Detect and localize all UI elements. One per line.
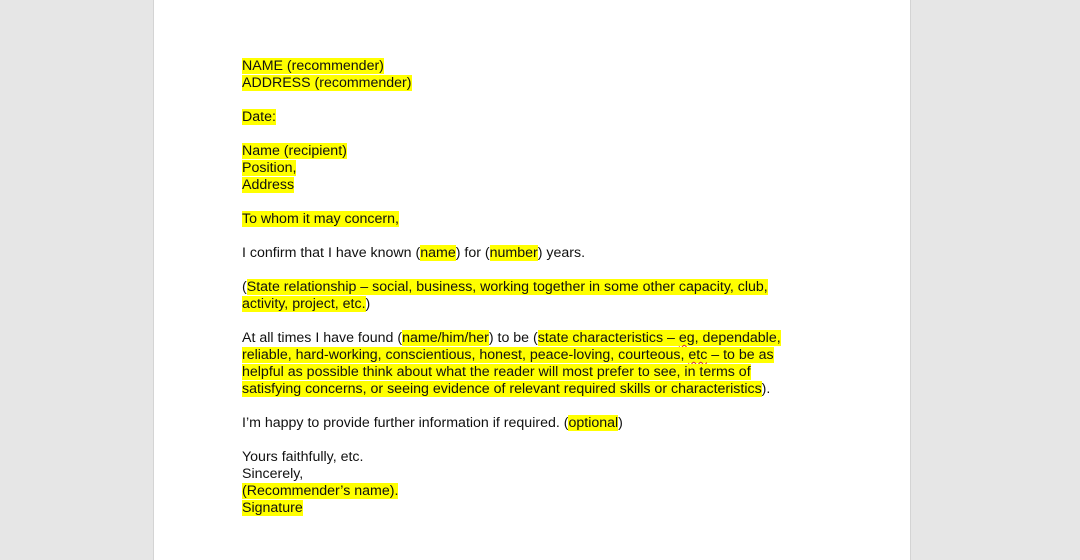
confirm-text-2: ) for (: [455, 245, 490, 261]
recommender-block: [242, 58, 822, 92]
closing-signature: Signature: [242, 500, 303, 516]
document-page[interactable]: [153, 0, 911, 560]
date-label: Date:: [242, 109, 276, 125]
closing-sincerely: Sincerely,: [242, 466, 304, 482]
relationship-line-1: State relationship – social, business, working together in some other capacity, club,: [246, 279, 768, 295]
confirm-name-placeholder: name: [420, 245, 456, 261]
further-info-text: I’m happy to provide further information if required. (: [242, 415, 569, 431]
spellcheck-eg[interactable]: eg: [678, 330, 695, 346]
recommender-address: ADDRESS (recommender): [242, 75, 412, 91]
spellcheck-etc[interactable]: etc: [688, 347, 708, 363]
confirm-text-3: ) years.: [537, 245, 586, 261]
relationship-paragraph: [242, 279, 822, 313]
recommender-name: NAME (recommender): [242, 58, 384, 74]
characteristics-line-3: helpful as possible think about what the reader will most prefer to see, in terms of: [242, 364, 751, 380]
pronoun-placeholder: name/him/her: [402, 330, 489, 346]
closing-block: [242, 449, 822, 517]
letter-body[interactable]: [242, 58, 822, 534]
salutation-block: [242, 211, 822, 228]
optional-placeholder: optional: [568, 415, 619, 431]
confirm-paragraph: [242, 245, 822, 262]
further-info-paragraph: [242, 415, 822, 432]
closing-yours-faithfully: Yours faithfully, etc.: [242, 449, 364, 465]
characteristics-line-2a: reliable, hard-working, conscientious, honest, peace-loving, courteous,: [242, 347, 689, 363]
characteristics-line-4: satisfying concerns, or seeing evidence of relevant required skills or characteristics: [242, 381, 762, 397]
confirm-text-1: I confirm that I have known (: [242, 245, 421, 261]
confirm-number-placeholder: number: [489, 245, 538, 261]
characteristics-paragraph: [242, 330, 822, 398]
recipient-address: Address: [242, 177, 295, 193]
characteristics-line-1a: state characteristics –: [537, 330, 679, 346]
relationship-line-2: activity, project, etc.: [242, 296, 366, 312]
recipient-block: [242, 143, 822, 194]
recipient-position: Position,: [242, 160, 297, 176]
characteristics-line-1b: , dependable,: [694, 330, 781, 346]
characteristics-text-2: ) to be (: [488, 330, 538, 346]
further-info-close: ): [618, 415, 623, 431]
recipient-name: Name (recipient): [242, 143, 347, 159]
characteristics-close: ).: [761, 381, 771, 397]
characteristics-text-1: At all times I have found (: [242, 330, 403, 346]
closing-recommender-name: (Recommender’s name).: [242, 483, 399, 499]
salutation: To whom it may concern,: [242, 211, 399, 227]
characteristics-line-2b: – to be as: [707, 347, 774, 363]
date-block: [242, 109, 822, 126]
relationship-open: (: [242, 279, 247, 295]
relationship-close: ): [365, 296, 371, 312]
